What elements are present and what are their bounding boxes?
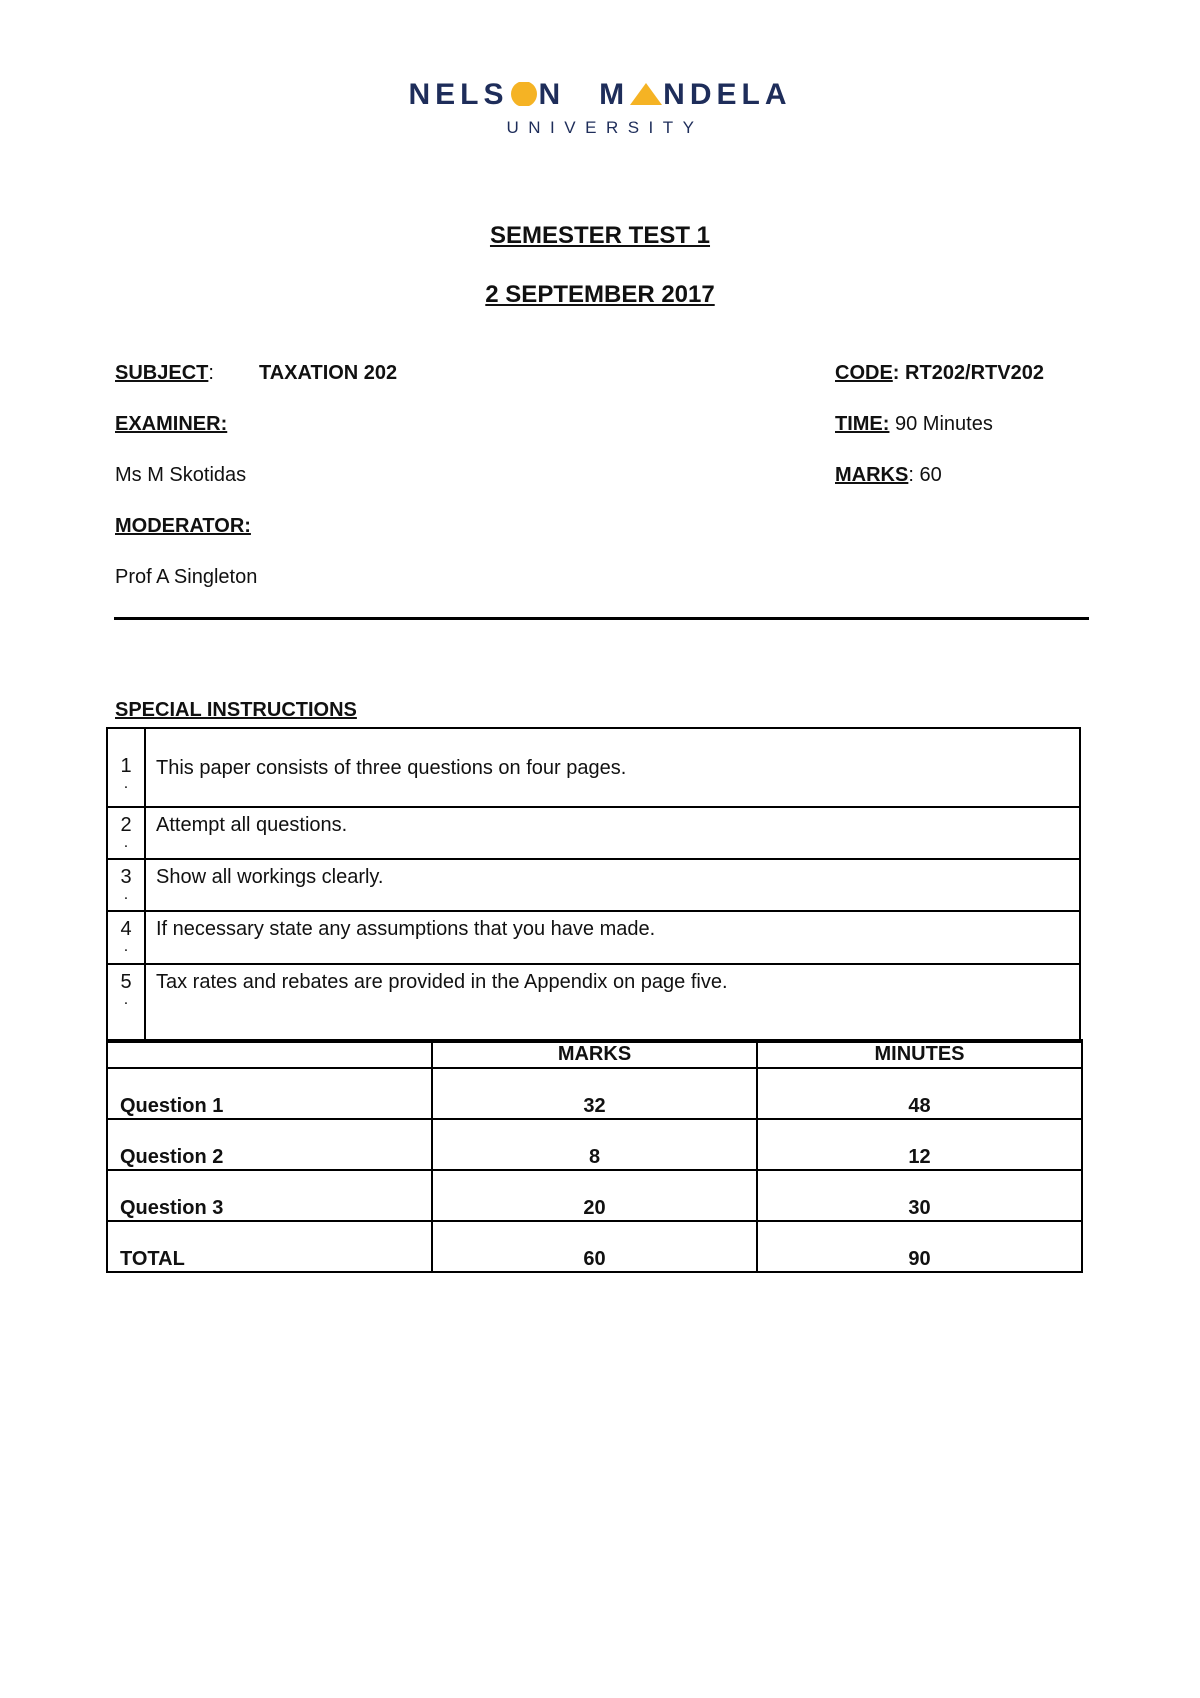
instruction-row (107, 911, 1080, 964)
marks-table (106, 1039, 1083, 1273)
instruction-text: This paper consists of three questions on four pages. (145, 728, 1080, 807)
table-row-total (107, 1221, 1082, 1272)
marks-field (835, 464, 942, 487)
table-row (107, 1119, 1082, 1170)
subject-colon: : (208, 362, 214, 384)
instruction-number: 5 . (107, 964, 145, 1042)
code-value: RT202/RTV202 (905, 362, 1044, 384)
marks-colon: : (908, 464, 914, 486)
time-label: TIME: (835, 413, 890, 435)
instruction-row (107, 807, 1080, 859)
university-logo (0, 78, 1200, 138)
examiner-name: Ms M Skotidas (115, 464, 247, 486)
subject-value: TAXATION 202 (259, 362, 398, 384)
question-minutes: 12 (757, 1119, 1082, 1170)
instruction-row (107, 859, 1080, 911)
logo-subtitle: UNIVERSITY (506, 118, 704, 137)
subject-label: SUBJECT (115, 362, 209, 384)
time-value: 90 Minutes (895, 413, 993, 435)
question-marks: 20 (432, 1170, 757, 1221)
marks-table-header (107, 1040, 1082, 1068)
table-row (107, 1170, 1082, 1221)
instruction-row (107, 728, 1080, 807)
instruction-number: 4 . (107, 911, 145, 964)
question-marks: 32 (432, 1068, 757, 1119)
triangle-icon (629, 82, 663, 106)
instruction-text: Show all workings clearly. (145, 859, 1080, 911)
header-marks: MARKS (432, 1040, 757, 1068)
question-minutes: 48 (757, 1068, 1082, 1119)
moderator-name: Prof A Singleton (115, 566, 258, 588)
logo-wordmark (408, 78, 791, 112)
instructions-table (106, 727, 1081, 1043)
header-minutes: MINUTES (757, 1040, 1082, 1068)
question-name: Question 2 (107, 1119, 432, 1170)
examiner-label: EXAMINER: (115, 413, 228, 435)
subject-field (115, 362, 214, 385)
page-title: SEMESTER TEST 1 (489, 222, 711, 249)
instruction-text: Attempt all questions. (145, 807, 1080, 859)
instruction-row (107, 964, 1080, 1042)
sun-icon (509, 82, 539, 106)
question-marks: 8 (432, 1119, 757, 1170)
total-marks: 60 (432, 1221, 757, 1272)
instruction-number: 2 . (107, 807, 145, 859)
question-name: Question 1 (107, 1068, 432, 1119)
special-instructions-heading: SPECIAL INSTRUCTIONS (115, 699, 357, 721)
instruction-number: 1 . (107, 728, 145, 807)
instruction-text: If necessary state any assumptions that you have made. (145, 911, 1080, 964)
moderator-label: MODERATOR: (115, 515, 251, 537)
marks-value: 60 (919, 464, 942, 486)
logo-text-n: N (538, 78, 566, 111)
divider (114, 617, 1089, 620)
instruction-text: Tax rates and rebates are provided in the Appendix on page five. (145, 964, 1080, 1042)
instruction-number: 3 . (107, 859, 145, 911)
table-row (107, 1068, 1082, 1119)
time-field (835, 413, 993, 436)
total-minutes: 90 (757, 1221, 1082, 1272)
code-field (835, 362, 1044, 385)
marks-label: MARKS (835, 464, 909, 486)
total-label: TOTAL (107, 1221, 432, 1272)
test-date: 2 SEPTEMBER 2017 (485, 281, 715, 308)
question-name: Question 3 (107, 1170, 432, 1221)
logo-text-nels: NELS (408, 78, 509, 111)
question-minutes: 30 (757, 1170, 1082, 1221)
header-blank (107, 1040, 432, 1068)
code-colon: : (892, 362, 900, 384)
logo-text-m: M (599, 78, 630, 111)
code-label: CODE (835, 362, 893, 384)
logo-text-ndela: NDELA (663, 78, 792, 111)
